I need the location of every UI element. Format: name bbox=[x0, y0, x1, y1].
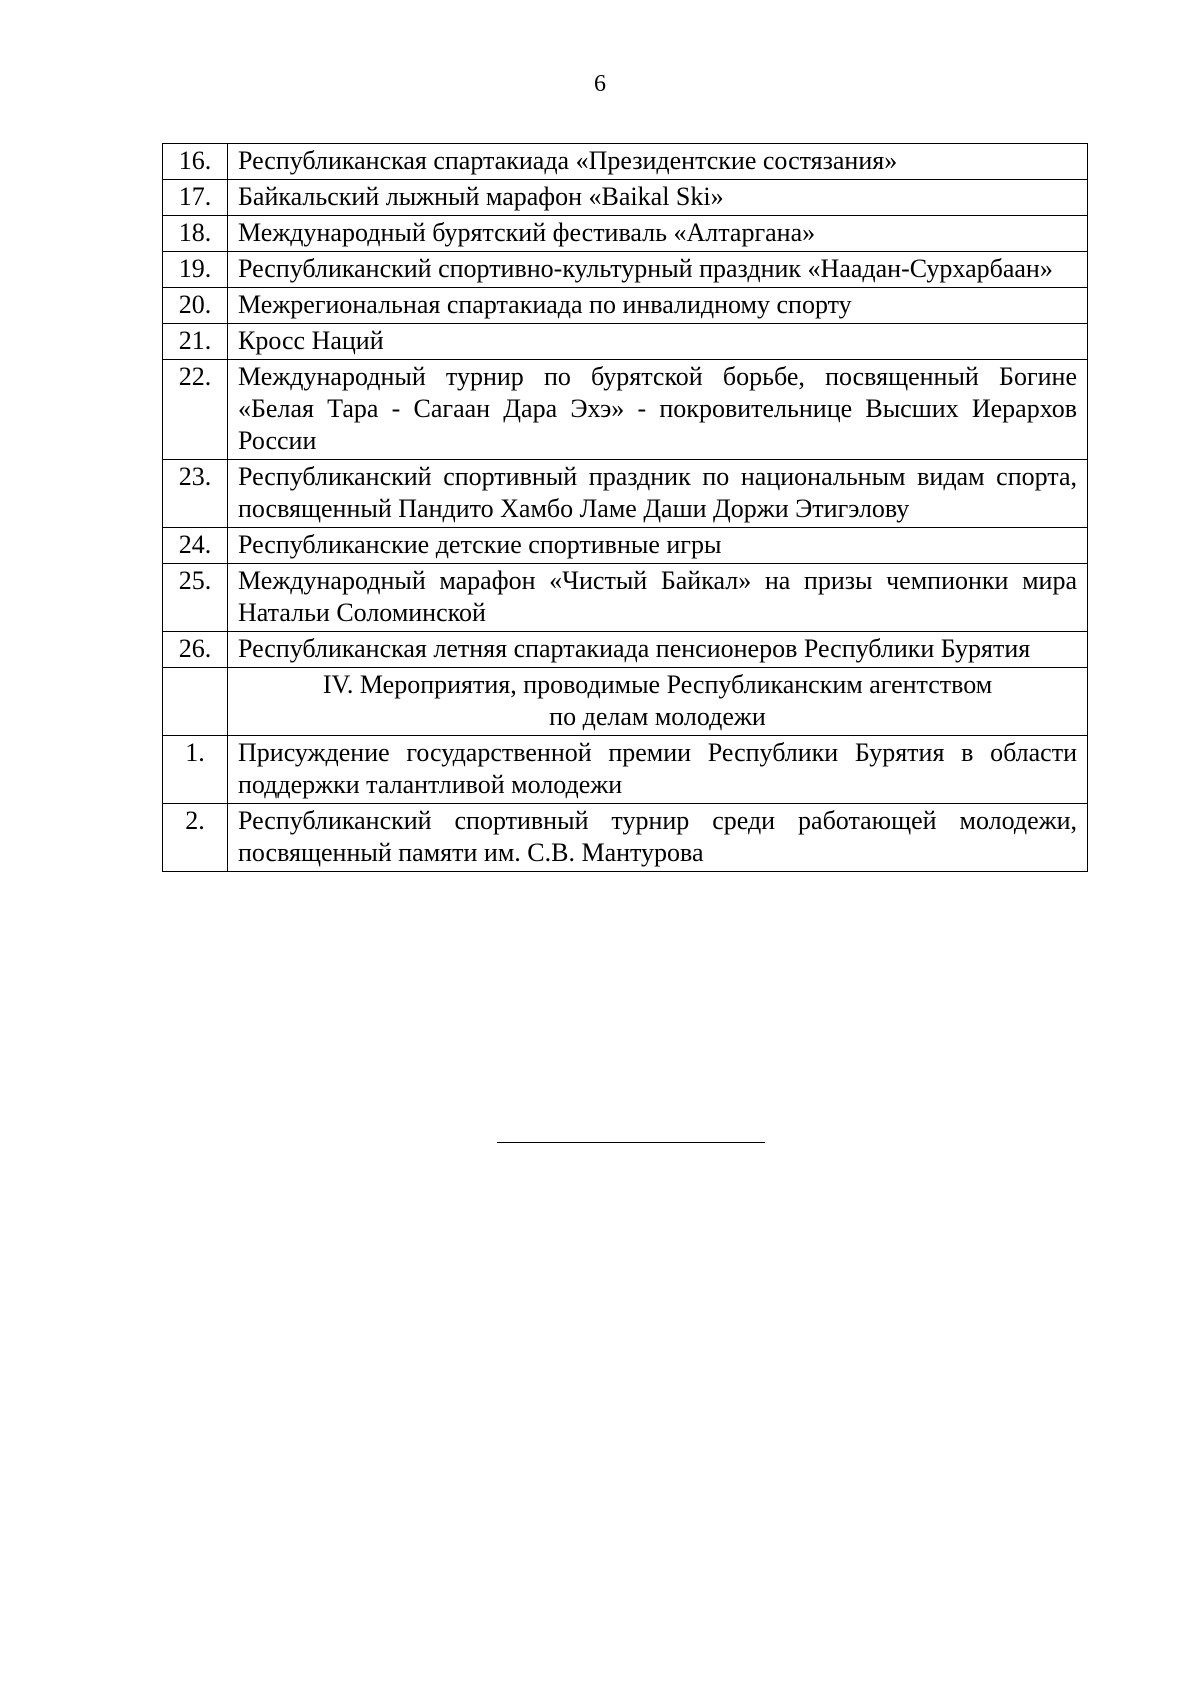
row-number: 22. bbox=[163, 360, 228, 460]
row-number: 25. bbox=[163, 564, 228, 632]
event-name: Межрегиональная спартакиада по инвалидному спорту bbox=[228, 288, 1088, 324]
event-name: Республиканский спортивный турнир среди работающей молодежи, посвященный памяти им. С.В. Мантурова bbox=[228, 804, 1088, 872]
event-name: Международный марафон «Чистый Байкал» на призы чемпионки мира Натальи Соломинской bbox=[228, 564, 1088, 632]
section-header-row bbox=[163, 668, 1088, 736]
empty-cell bbox=[163, 668, 228, 736]
row-number: 1. bbox=[163, 736, 228, 804]
event-name: Республиканский спортивно-культурный праздник «Наадан-Сурхарбаан» bbox=[228, 252, 1088, 288]
event-name: Байкальский лыжный марафон «Baikal Ski» bbox=[228, 180, 1088, 216]
row-number: 2. bbox=[163, 804, 228, 872]
event-name: Присуждение государственной премии Республики Бурятия в области поддержки талантливой молодежи bbox=[228, 736, 1088, 804]
row-number: 19. bbox=[163, 252, 228, 288]
events-table bbox=[162, 143, 1088, 872]
table-row bbox=[163, 288, 1088, 324]
table-row bbox=[163, 736, 1088, 804]
event-name: Международный турнир по бурятской борьбе, посвященный Богине «Белая Тара - Сагаан Дара Эхэ» - покровительнице Высших Иерархов России bbox=[228, 360, 1088, 460]
table-row bbox=[163, 324, 1088, 360]
row-number: 26. bbox=[163, 632, 228, 668]
event-name: Республиканская спартакиада «Президентские состязания» bbox=[228, 144, 1088, 180]
event-name: Республиканская летняя спартакиада пенсионеров Республики Бурятия bbox=[228, 632, 1088, 668]
row-number: 18. bbox=[163, 216, 228, 252]
table-row bbox=[163, 360, 1088, 460]
section-title-line-1: IV. Мероприятия, проводимые Республиканским агентством bbox=[322, 670, 993, 699]
table-row bbox=[163, 528, 1088, 564]
table-row bbox=[163, 564, 1088, 632]
table-row bbox=[163, 144, 1088, 180]
table-row bbox=[163, 180, 1088, 216]
page-number: 6 bbox=[594, 71, 606, 97]
row-number: 24. bbox=[163, 528, 228, 564]
section-title bbox=[228, 668, 1088, 736]
row-number: 23. bbox=[163, 460, 228, 528]
row-number: 21. bbox=[163, 324, 228, 360]
table-row bbox=[163, 252, 1088, 288]
row-number: 17. bbox=[163, 180, 228, 216]
table-row bbox=[163, 460, 1088, 528]
event-name: Международный бурятский фестиваль «Алтаргана» bbox=[228, 216, 1088, 252]
table-row bbox=[163, 632, 1088, 668]
closing-divider bbox=[497, 1142, 765, 1143]
row-number: 16. bbox=[163, 144, 228, 180]
row-number: 20. bbox=[163, 288, 228, 324]
event-name: Республиканский спортивный праздник по национальным видам спорта, посвященный Пандито Хамбо Ламе Даши Доржи Этигэлову bbox=[228, 460, 1088, 528]
table-row bbox=[163, 216, 1088, 252]
event-name: Республиканские детские спортивные игры bbox=[228, 528, 1088, 564]
section-title-line-2: по делам молодежи bbox=[549, 702, 766, 731]
event-name: Кросс Наций bbox=[228, 324, 1088, 360]
table-row bbox=[163, 804, 1088, 872]
